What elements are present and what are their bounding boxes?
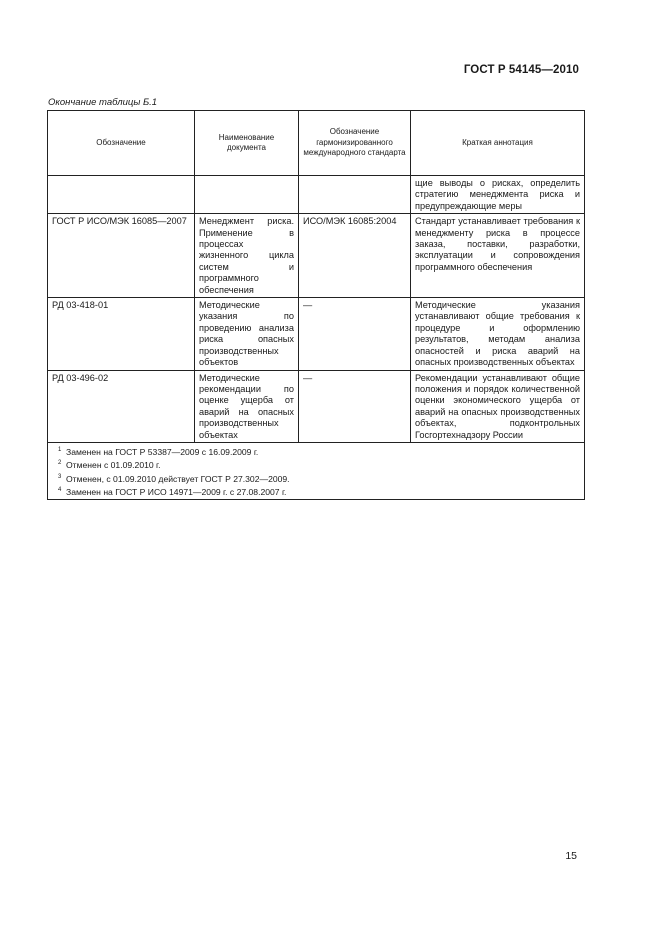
cell-document-name: Методические указания по проведению анализа риска опасных производственных объектов [195,298,299,370]
footnotes-row [48,442,585,499]
footnote-mark: 2 [58,460,62,467]
footnote-text: Отменен, с 01.09.2010 действует ГОСТ Р 27.302—2009. [66,473,290,484]
column-header-document-name: Наименование документа [195,111,299,176]
cell-designation: ГОСТ Р ИСО/МЭК 16085—2007 [48,214,195,298]
cell-annotation: щие выводы о рисках, определить стратегию менеджмента риска и предупреждающие меры [411,176,585,214]
cell-document-name: Методические рекомендации по оценке ущерба от аварий на опасных производственных объектах [195,370,299,442]
cell-intl-standard: — [299,370,411,442]
cell-intl-standard: ИСО/МЭК 16085:2004 [299,214,411,298]
standards-table [47,110,585,500]
footnote [52,445,580,458]
footnote [52,458,580,471]
column-header-intl-standard: Обозначение гармонизированного международного стандарта [299,111,411,176]
footnote [52,472,580,485]
cell-empty [48,176,195,214]
footnote-text: Заменен на ГОСТ Р ИСО 14971—2009 г. с 27.08.2007 г. [66,486,287,497]
cell-annotation: Рекомендации устанавливают общие положения и порядок количественной оценки экономического ущерба от аварий на опасных производственных объектах, подконтрольных Госгортехнадзору России [411,370,585,442]
footnote [52,485,580,498]
cell-annotation: Методические указания устанавливают общие требования к процедуре и оформлению результатов, методам анализа опасностей и риска аварий на опасных производственных объектах [411,298,585,370]
footnote-mark: 1 [58,446,62,453]
cell-designation: РД 03-418-01 [48,298,195,370]
footnote-text: Отменен с 01.09.2010 г. [66,460,161,471]
page-number: 15 [565,850,577,862]
footnotes-cell [48,442,585,499]
footnote-mark: 3 [58,473,62,480]
table-caption: Окончание таблицы Б.1 [48,97,158,108]
cell-document-name: Менеджмент риска. Применение в процессах жизненного цикла систем и программного обеспечения [195,214,299,298]
cell-designation: РД 03-496-02 [48,370,195,442]
table-header-row [48,111,585,176]
cell-empty [195,176,299,214]
footnote-mark: 4 [58,486,62,493]
cell-annotation: Стандарт устанавливает требования к менеджменту риска в процессе заказа, поставки, разработки, эксплуатации и сопровождения программного обеспечения [411,214,585,298]
table-row [48,214,585,298]
table-row [48,298,585,370]
table-row-continuation [48,176,585,214]
table-row [48,370,585,442]
column-header-designation: Обозначение [48,111,195,176]
cell-intl-standard: — [299,298,411,370]
cell-empty [299,176,411,214]
column-header-annotation: Краткая аннотация [411,111,585,176]
document-code: ГОСТ Р 54145—2010 [463,64,579,76]
footnote-text: Заменен на ГОСТ Р 53387—2009 с 16.09.2009 г. [66,446,259,457]
